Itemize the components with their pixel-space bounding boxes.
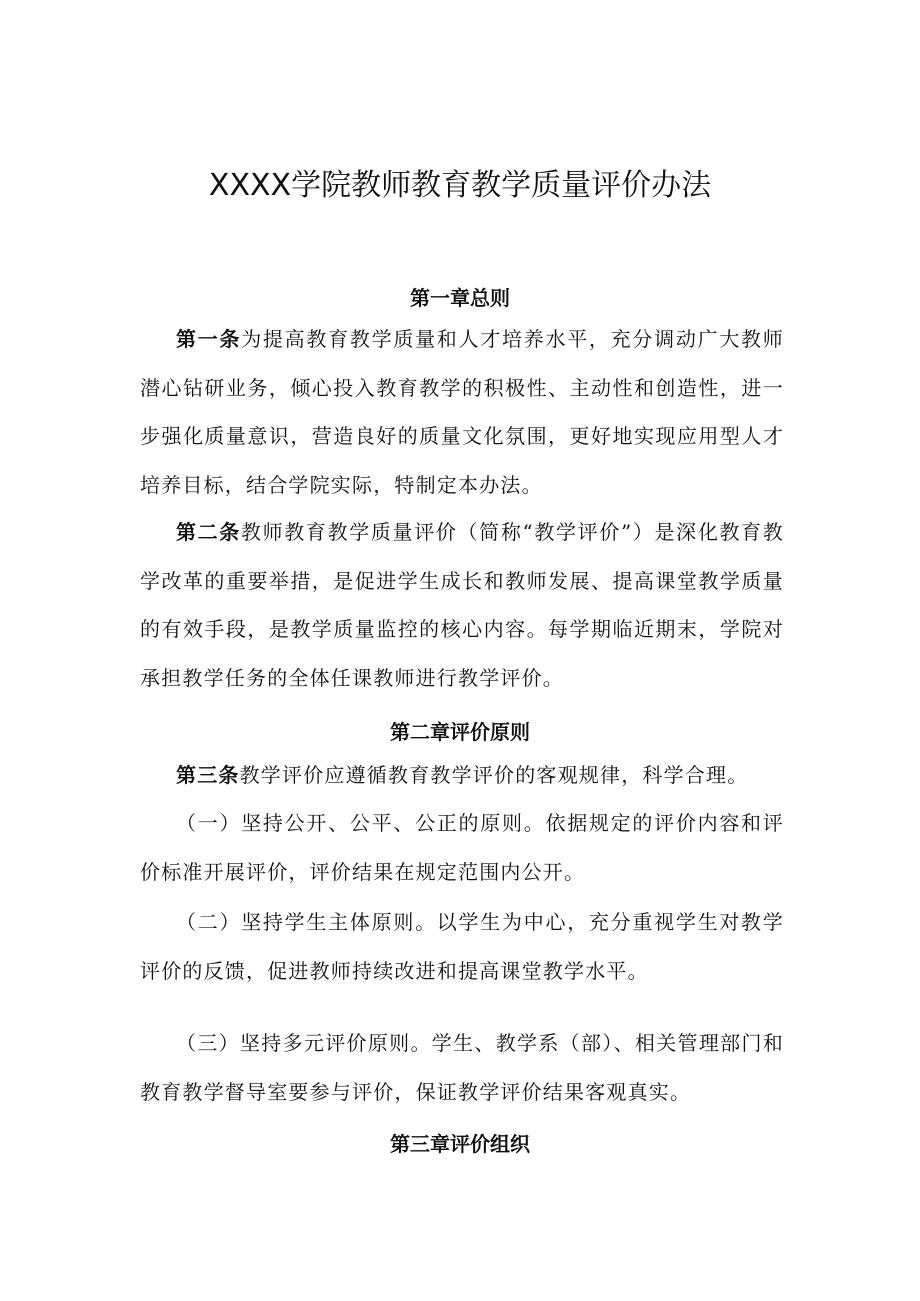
principle-item-1: （一）坚持公开、公平、公正的原则。依据规定的评价内容和评价标准开展评价，评价结果在规定范围内公开。	[140, 811, 784, 884]
article-2	[140, 508, 784, 702]
document-title: XXXX学院教师教育教学质量评价办法	[208, 168, 712, 203]
principle-item-3: （三）坚持多元评价原则。学生、教学系（部）、相关管理部门和教育教学督导室要参与评价，保证教学评价结果客观真实。	[140, 1031, 784, 1104]
article-2-label: 第二条	[176, 520, 241, 544]
article-1-text: 为提高教育教学质量和人才培养水平，充分调动广大教师潜心钻研业务，倾心投入教育教学的积极性、主动性和创造性，进一步强化质量意识，营造良好的质量文化氛围，更好地实现应用型人才培养目标，结合学院实际，特制定本办法。	[140, 327, 784, 497]
article-1-label: 第一条	[176, 327, 242, 351]
chapter-2-heading: 第二章评价原则	[390, 720, 530, 744]
article-3	[140, 751, 784, 800]
chapter-1-heading: 第一章总则	[410, 286, 510, 310]
principle-item-2: （二）坚持学生主体原则。以学生为中心，充分重视学生对教学评价的反馈，促进教师持续改进和提高课堂教学水平。	[140, 910, 784, 983]
article-3-text: 教学评价应遵循教育教学评价的客观规律，科学合理。	[239, 763, 749, 787]
article-2-text: 教师教育教学质量评价（简称“教学评价”）是深化教育教学改革的重要举措，是促进学生成长和教师发展、提高课堂教学质量的有效手段，是教学质量监控的核心内容。每学期临近期末，学院对承担教学任务的全体任课教师进行教学评价。	[140, 520, 784, 690]
article-3-label: 第三条	[176, 763, 240, 787]
article-1	[140, 315, 784, 509]
chapter-3-heading: 第三章评价组织	[390, 1132, 530, 1156]
